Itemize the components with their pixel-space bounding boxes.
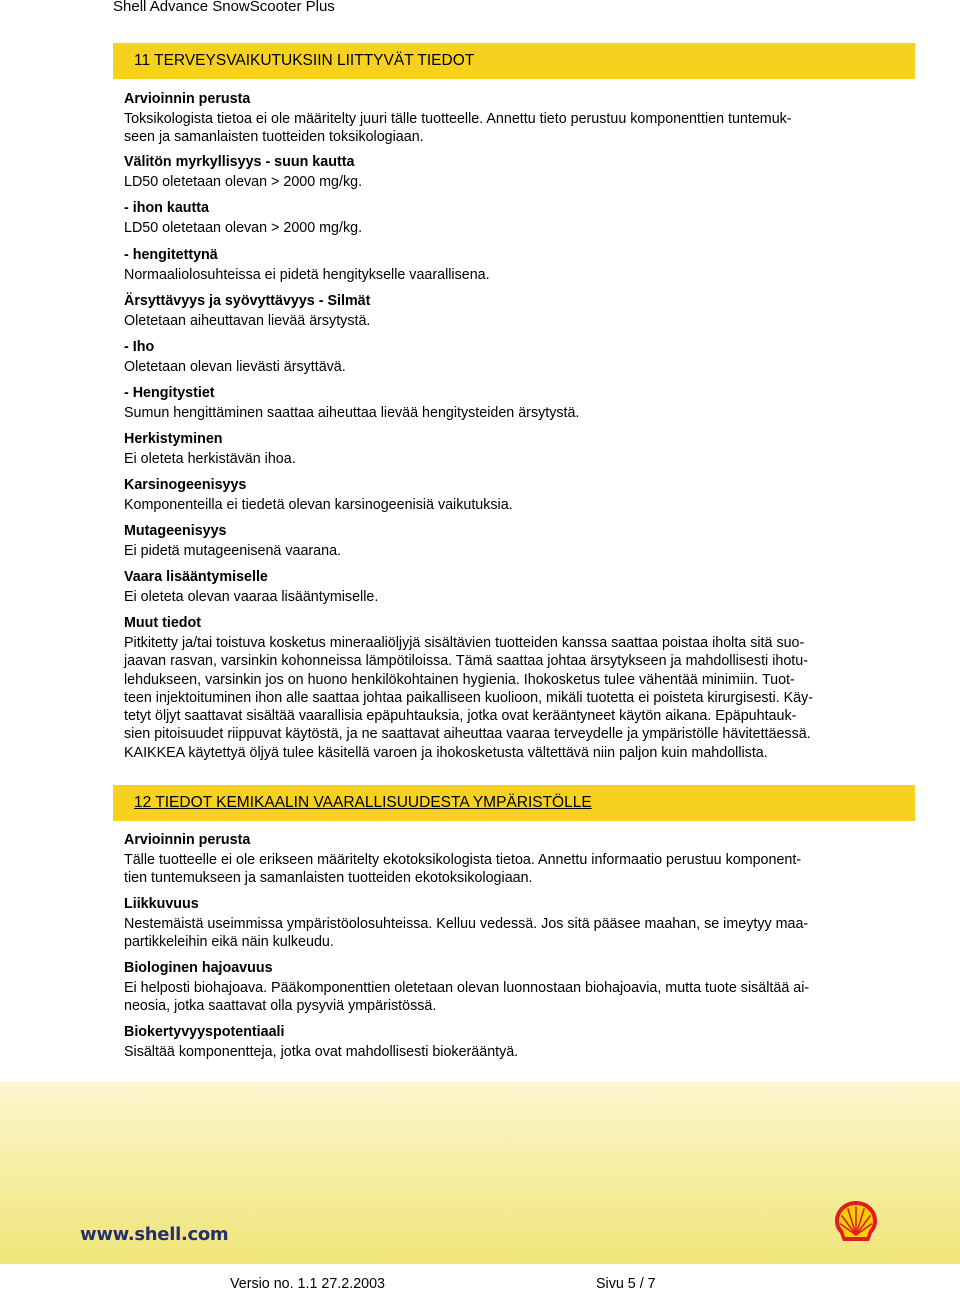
s11-item-dermal-toxicity [124,199,904,237]
document-header-title: Shell Advance SnowScooter Plus [113,0,335,15]
item-heading: Ärsyttävyys ja syövyttävyys - Silmät [124,293,371,309]
s11-item-inhalation-toxicity [124,246,904,284]
s11-item-skin-irritation [124,338,904,376]
item-text-line: lehdukseen, varsinkin jos on huono henkilökohtainen hygienia. Ihokosketus tulee vähentää minimiin. Tuot- [124,671,795,688]
item-text-line: sien pitoisuudet riippuvat käytöstä, ja ne saattavat aiheuttaa vaaraa terveydelle ja ympäristölle hävitettäessä. [124,726,811,743]
shell-website-link[interactable]: www.shell.com [80,1224,229,1245]
s11-item-sensitisation [124,430,904,468]
s12-item-biodegradability [124,959,904,1015]
item-heading: - Hengitystiet [124,385,215,401]
item-text-line: LD50 oletetaan olevan > 2000 mg/kg. [124,220,363,236]
item-heading: Arvioinnin perusta [124,91,251,107]
item-text-line: tien tuntemukseen ja samanlaisten tuotteiden ekotoksikologiaan. [124,870,533,886]
item-heading: Arvioinnin perusta [124,832,251,848]
item-heading: Karsinogeenisyys [124,477,247,493]
s12-item-mobility [124,895,904,951]
item-text-line: KAIKKEA käytettyä öljyä tulee käsitellä varoen ja ihokosketusta vältettävä niin paljon kuin mahdollista. [124,744,768,761]
s11-item-reproductive-toxicity [124,568,904,606]
s12-item-bioaccumulation [124,1023,904,1061]
item-text-line: Toksikologista tietoa ei ole määritelty juuri tälle tuotteelle. Annettu tieto perustuu komponenttien tuntemuk- [124,111,792,127]
item-text-line: Nestemäistä useimmissa ympäristöolosuhteissa. Kelluu vedessä. Jos sitä pääsee maahan, se imeytyy maa- [124,916,809,932]
item-text-line: seen ja samanlaisten tuotteiden toksikologiaan. [124,129,424,145]
item-text-line: LD50 oletetaan olevan > 2000 mg/kg. [124,174,363,190]
shell-pecten-logo-icon [832,1199,880,1245]
item-text-line: teen injektoituminen ihon alle saattaa johtaa paikalliseen kuolioon, mikäli tuotetta ei poisteta kirurgisesti. Käy- [124,689,814,706]
item-text-line: Ei oleteta olevan vaaraa lisääntymiselle. [124,589,379,605]
item-text-line: Normaaliolosuhteissa ei pidetä hengitykselle vaarallisena. [124,267,490,283]
item-text-line: Ei oleteta herkistävän ihoa. [124,451,296,467]
s11-item-carcinogenicity [124,476,904,514]
version-info: Versio no. 1.1 27.2.2003 [230,1276,386,1292]
section-12-title: 12 TIEDOT KEMIKAALIN VAARALLISUUDESTA YMPÄRISTÖLLE [134,794,592,811]
item-text-line: Ei helposti biohajoava. Pääkomponenttien oletetaan olevan luonnostaan biohajoavia, mutta tuote sisältää ai- [124,980,810,996]
s11-item-assessment-basis [124,90,904,146]
item-text-line: partikkeleihin eikä näin kulkeudu. [124,934,334,950]
s11-item-oral-toxicity [124,153,904,191]
section-11-bar [113,43,915,79]
page-number: Sivu 5 / 7 [596,1276,656,1292]
item-text-line: Ei pidetä mutageenisenä vaarana. [124,543,341,559]
item-heading: Välitön myrkyllisyys - suun kautta [124,154,355,170]
item-text-line: Oletetaan aiheuttavan lievää ärsytystä. [124,313,371,329]
item-text-line: Sisältää komponentteja, jotka ovat mahdollisesti biokerääntyä. [124,1044,519,1060]
item-text-line: Sumun hengittäminen saattaa aiheuttaa lievää hengitysteiden ärsytystä. [124,405,580,421]
item-text-line: jaavan rasvan, varsinkin kohonneissa lämpötiloissa. Tämä saattaa johtaa ärsytykseen ja mahdollisesti ihotu- [124,653,808,670]
s11-item-mutagenicity [124,522,904,560]
item-heading: - hengitettynä [124,247,218,263]
item-text-line: Oletetaan olevan lievästi ärsyttävä. [124,359,346,375]
item-heading: Vaara lisääntymiselle [124,569,268,585]
item-heading: - Iho [124,339,155,355]
item-heading: Muut tiedot [124,615,202,631]
s11-item-eye-irritation [124,292,904,330]
section-12-bar [113,785,915,821]
item-heading: Liikkuvuus [124,896,199,912]
item-heading: - ihon kautta [124,200,209,216]
item-text-line: Komponenteilla ei tiedetä olevan karsinogeenisiä vaikutuksia. [124,497,513,513]
s11-item-respiratory-irritation [124,384,904,422]
item-text-line: tetyt öljyt saattavat sisältää vaarallisia epäpuhtauksia, jotka ovat kerääntyneet käytön aikana. Epäpuhtauk- [124,708,797,725]
item-text-line: Tälle tuotteelle ei ole erikseen määritelty ekotoksikologista tietoa. Annettu informaatio perustuu komponent- [124,852,802,868]
item-heading: Mutageenisyys [124,523,227,539]
s12-item-assessment-basis [124,831,904,887]
s11-item-other-info [124,614,904,762]
section-11-title: 11 TERVEYSVAIKUTUKSIIN LIITTYVÄT TIEDOT [134,52,475,69]
item-heading: Biologinen hajoavuus [124,960,273,976]
item-text-line: Pitkitetty ja/tai toistuva kosketus mineraaliöljyjä sisältävien tuotteiden kanssa saattaa poistaa iholta sitä suo- [124,635,805,651]
item-heading: Herkistyminen [124,431,223,447]
item-text-line: neosia, jotka saattavat olla pysyviä ympäristössä. [124,998,437,1014]
item-heading: Biokertyvyyspotentiaali [124,1024,285,1040]
